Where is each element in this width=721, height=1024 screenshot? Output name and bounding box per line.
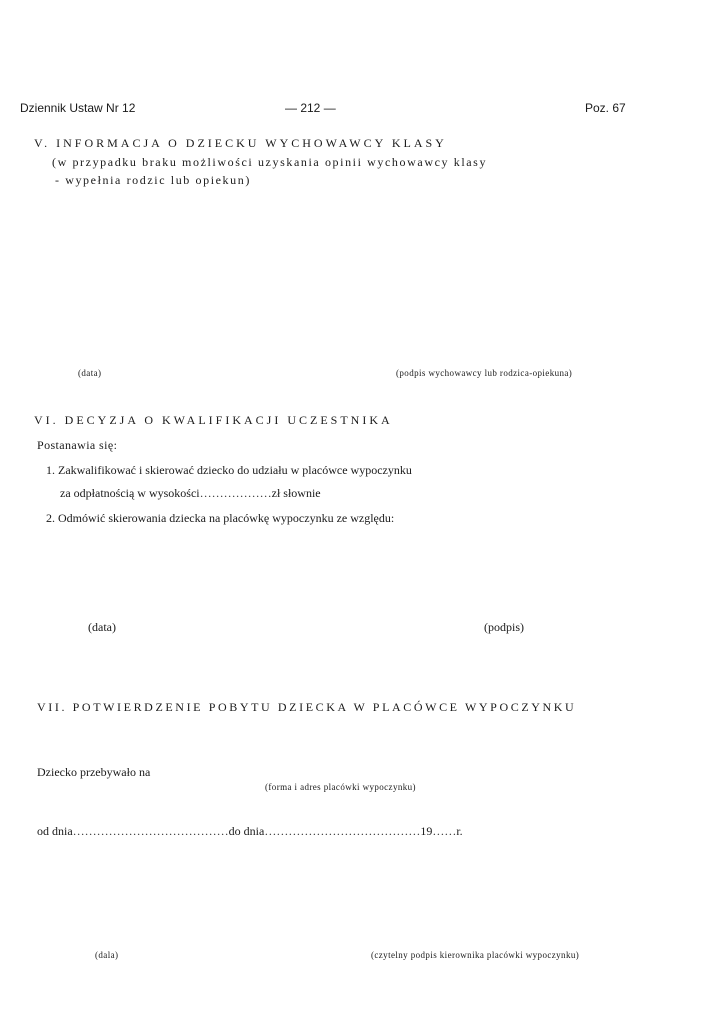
section-vi-title: VI. DECYZJA O KWALIFIKACJI UCZESTNIKA (34, 413, 393, 427)
section-vii-signature-label: (czytelny podpis kierownika placówki wypoczynku) (371, 950, 580, 960)
to-label: do dnia (228, 824, 265, 838)
year-blank: …… (432, 824, 457, 838)
position-number: Poz. 67 (585, 101, 626, 115)
page-number: — 212 — (285, 101, 336, 115)
stay-label: Dziecko przebywało na (37, 765, 151, 779)
stay-dates-line (37, 824, 463, 839)
fee-amount-blank: ……………… (199, 486, 272, 500)
section-vi-date-label: (data) (88, 620, 116, 634)
facility-label: (forma i adres placówki wypoczynku) (265, 782, 416, 792)
year-suffix: r. (456, 824, 463, 838)
to-date-blank: ………………………………… (264, 824, 421, 838)
section-vii-date-label: (dala) (95, 950, 119, 960)
section-v-date-label: (data) (78, 368, 102, 378)
section-v-title: V. INFORMACJA O DZIECKU WYCHOWAWCY KLASY (34, 136, 447, 150)
journal-title: Dziennik Ustaw Nr 12 (20, 101, 136, 115)
decision-intro: Postanawia się: (37, 438, 118, 452)
section-vii-title: VII. POTWIERDZENIE POBYTU DZIECKA W PLACÓWCE WYPOCZYNKU (37, 700, 577, 714)
section-v-note-line2: - wypełnia rodzic lub opiekun) (55, 173, 251, 187)
section-v-note-line1: (w przypadku braku możliwości uzyskania opinii wychowawcy klasy (52, 155, 488, 169)
fee-line (60, 486, 321, 501)
decision-item-2: 2. Odmówić skierowania dziecka na placówkę wypoczynku ze względu: (46, 511, 395, 525)
section-vi-signature-label: (podpis) (484, 620, 524, 634)
fee-prefix: za odpłatnością w wysokości (60, 486, 200, 500)
from-date-blank: ………………………………… (72, 824, 229, 838)
from-label: od dnia (37, 824, 73, 838)
year-prefix: 19 (420, 824, 433, 838)
fee-suffix: zł słownie (271, 486, 321, 500)
decision-item-1: 1. Zakwalifikować i skierować dziecko do udziału w placówce wypoczynku (46, 463, 412, 477)
section-v-signature-label: (podpis wychowawcy lub rodzica-opiekuna) (396, 368, 573, 378)
